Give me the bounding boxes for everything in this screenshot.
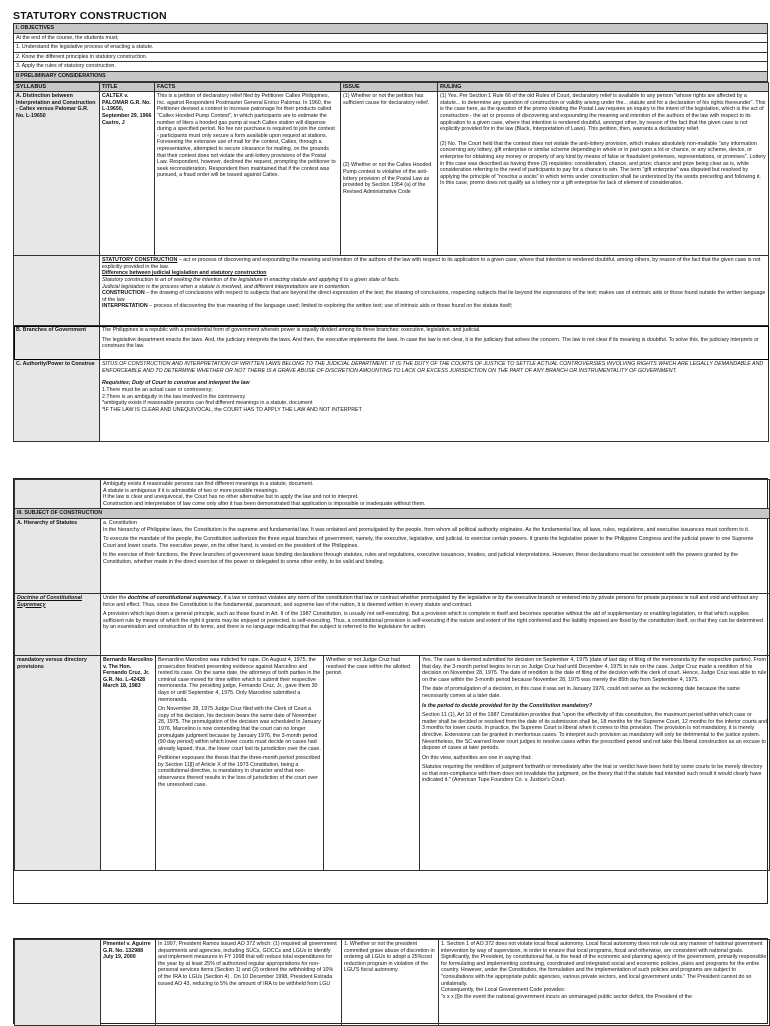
syllabus-cell: mandatory versus directory provisions <box>15 655 101 870</box>
paragraph: In the hierarchy of Philippine laws, the Constitution is the supreme and fundamental law. It was ordained and promulgated by the people, from whom all political authority originates. As the fundamental law, all laws, rules, regulations, and executive issuances must conform to it. <box>103 526 750 533</box>
definition-text: – the drawing of conclusions with respect to subjects that are beyond the direct expression of the text; the drawing of conclusions, respecting subjects that lie beyond the expressions of the text; makes use of extrinsic aids or those found outside the written language of the law <box>102 290 766 303</box>
case-issue: 1. Whether or not the president committed grave abuse of discretion in ordering all LGUs to adopt a 25%cost reduction program in violation of the LGU'S fiscal autonomy. <box>342 940 439 1026</box>
paragraph: A statute is ambiguous if it is admissible of two or more possible meanings. <box>103 487 279 494</box>
objective-item: 3. Apply the rules of statutory construction. <box>14 62 768 72</box>
paragraph: Bernardino Marcelino was indicted for rape. On August 4, 1975, the prosecution finished presenting evidence against Marcelino and rested its case. On the same date, the attorneys of both parties in the criminal case moved for time within which to submit their respective memoranda. The presiding judge, Fernando Cruz, Jr., gave them 30 days or until September 4, 1975. Only Marcelino submitted a memoranda. <box>158 656 321 703</box>
paragraph: On November 28, 1975 Judge Cruz filed with the Clerk of Court a copy of his decision, his decision bears the same date of November 28, 1975. The promulgation of the decision was scheduled in January 1976. Marcelino is now contending that the court can no longer promulgate judgment because by January 1976, the 3-month period (90 day period) within which lower courts must decide on cases had already lapsed, thus, the lower court lost its jurisdiction over the case. <box>158 706 321 752</box>
requisites-heading: Requisites; Duty of Court to construe and interpret the law <box>102 380 250 387</box>
case-ruling <box>439 940 770 1026</box>
emphasis: doctrine of constitutional supremacy <box>127 594 221 601</box>
syllabus-cell: A. Distinction between Interpretation and Construction - Caltex versus Palomar G.R. No. L-19650 <box>14 92 100 256</box>
paragraph: To execute the mandate of the people, the Constitution authorizes the three equal branches of government, namely, the executive, legislative, and judicial, to exercise certain powers. It grants the legislative power to the Philippine Congress and the judicial power to one Supreme Court and lower courts. The executive power, on the other hand, is vested on the president of the Philippines. <box>103 536 754 549</box>
list-item: *IF THE LAW IS CLEAR AND UNEQUIVOCAL, the COURT HAS TO APPLY THE LAW AND NOT INTERPRET <box>102 406 362 413</box>
paragraph: Construction and interpretation of law come only after it has been demonstrated that application is impossible or inadequate without them. <box>103 500 426 507</box>
table-row <box>15 593 770 655</box>
paragraph: In the exercise of their functions, the three branches of government issue binding declarations through statutes, rules and regulations, executive issuances, treaties, and judicial interpretations. However, these declarations must be consistent with the powers granted by the Constitution, whether made in the direct exercise of the power or delegated to some other entity, to be valid and binding. <box>103 552 739 565</box>
branches-text <box>100 326 769 360</box>
case-title: Bernardo Marcelino v. The Hon. Fernando Cruz, Jr. G.R. No. L-42428 March 18, 1983 <box>101 655 156 870</box>
syllabus-cell: A. Hierarchy of Statutes <box>15 518 101 593</box>
list-item: *ambiguity exists if reasonable persons can find different meanings in a statute, document <box>102 400 313 407</box>
ruling-text: (1) Yes. Per Section 1 Rule 66 of the old Rules of Court, declaratory relief is available to any person "whose rights are affected by a statute... to determine any question of construction or validity arising under the... statute and for a declaration of his rights thereunder". This is the case here, as the question of the promo violating the Postal Law requires an inquiry to the intent of the legislation, which is the act of construction - the art or process of discovering and expounding the meaning and intention of the authors of the law with respect to its application to a given case, where that intention is rendered doubtful, amongst other, by reason of the fact that the given case is not explicitly provided for in the law (Black, Interpretation of Laws). This petition, then, warrants a declaratory relief. <box>440 93 766 133</box>
table-row <box>15 655 770 870</box>
syllabus-cell: C. Authority/Power to Construe <box>14 360 100 442</box>
hierarchy-text <box>101 518 770 593</box>
supremacy-text: Under the doctrine of constitutional supremacy, if a law or contract violates any norm of the constitution that law or contract whether promulgated by the legislative or by the executive branch or entered into by private persons for private purposes is null and void and without any force and effect. Thus, since the Constitution is the fundamental, paramount, and supreme law of the nation, it is deemed written in every statute and contract. A provision which lays down a general principle, such as those found in Art. II of the 1987 Constitution, is usually not self-executing. But a provision which is complete in itself and becomes operative without the aid of supplementary or enabling legislation, or that which supplies sufficient rule by means of which the right it grants may be enjoyed or protected, is self-executing. Thus, a constitutional provision is self-executing if the nature and extent of the right conferred and the liability imposed are fixed by the constitution itself, so that they can be determined by an examination and construction of its terms, and there is no language indicating that the subject is referred to the legislature for action. <box>101 593 770 655</box>
column-header: ISSUE <box>341 82 438 92</box>
definition-label: STATUTORY CONSTRUCTION <box>102 257 178 264</box>
syllabus-cell: B. Branches of Government <box>14 326 100 360</box>
paragraph: The legislative department enacts the laws. And, the judiciary interprets the laws. And then, the executive implements the laws. In case the law is not clear, it is the judiciary that solves the concern. The law is not clear if its meaning is doubtful. To solve this, the judiciary interprets or construes the law. <box>102 336 759 350</box>
objectives-intro: At the end of the course, the students must; <box>14 33 768 43</box>
issue-text: (2) Whether or not the Caltex Hooded Pump contest is violative of the anti-lottery provision of the Postal Law as provided by Section 1954 (a) of the Revised Administrative Code <box>343 162 432 195</box>
paragraph: Section 11 (1), Art 10 of the 1987 Constitution provides that "upon the effectivity of this constitution, the maximum period within which case or matter shall be decided or resolved from the date of its submission shall be, 18 months for the Supreme Court, 12 months for the inferior courts and 3 months for lower courts. In practice, the Supreme Court is liberal when it comes to this provision. The provision is not mandatory, it is merely directive. Extensions can be granted in meritorious cases. To interpret such provision as mandatory will only be detrimental to the justice system. Nevertheless, the SC warned lower court judges to resolve cases within the prescribed period and not take this liberal construction as an excuse to dispose of cases at later periods. <box>422 712 768 752</box>
document-page-3 <box>13 938 768 1024</box>
paragraph: On this view, authorities are one in saying that: <box>422 754 532 761</box>
paragraph: The Philippines is a republic with a presidential form of government wherein power is equally divided among its three branches: executive, legislative, and judicial. <box>102 327 481 334</box>
statutory-construction-definition <box>100 256 769 326</box>
page3-table <box>14 939 770 1026</box>
definition-label: CONSTRUCTION <box>102 290 145 297</box>
table-row <box>14 360 769 442</box>
definition-text: – act or process of discovering and expounding the meaning and intention of the authors of the law with respect to its application to a given case, where that intention is rendered doubtful, among others, by reason of the fact that the given case is not explicitly provided in the law. <box>102 257 761 270</box>
column-header: RULING <box>438 82 769 92</box>
paragraph: Is the period to decide provided for by the Constitution mandatory? <box>422 702 593 709</box>
paragraph: Petitioner espouses the thesis that the three-month period prescribed by Section 11[l] of Article X of the 1973 Constitution, being a constitutional directive, is mandatory in character and that non-observance thereof results in the loss of jurisdiction of the court over the unresolved case. <box>158 755 321 788</box>
definition-text: – process of discovering the true meaning of the language used; limited to exploring the written text; use of intrinsic aids or those found on the statute itself; <box>147 303 513 310</box>
list-item: 1.There must be an actual case or controversy; <box>102 386 213 393</box>
paragraph: Ambiguity exists if reasonable persons can find different meanings in a statute, document. <box>103 481 314 487</box>
column-header: SYLLABUS <box>14 82 100 92</box>
table-row <box>14 326 769 360</box>
table-row <box>15 518 770 593</box>
document-page-1 <box>13 10 768 413</box>
page2-table <box>14 479 770 871</box>
case-facts <box>156 655 324 870</box>
list-item: 2.There is an ambiguity in the law involved in the controversy <box>102 393 246 400</box>
ruling-text: (2) No. The Court held that the contest does not violate the anti-lottery provision, which makes absolutely non-mailable "any information concerning any lottery, gift enterprise or similar scheme depending in whole or in part upon a lot or chance, or any scheme, device, or enterprise for obtaining any money or property of any kind by means of false or fraudulent pretenses, representations, or promises". Lottery in this case was described as having three (3) requisites: consideration, chance, and prize; chance and prize being clear as is, while consideration referring to the need of participants to pay for a chance to win. The term "gift enterprise" was disputed but resolved by applying the principle of "noscitur a sociis" in which terms under construction shall be understood by the words preceding and following it. In this case, promo does not qualify as a lottery nor a gift enterprise for lack of element of consideration. <box>440 140 766 187</box>
objectives-heading: I. OBJECTIVES <box>14 24 768 34</box>
table-row <box>14 92 769 256</box>
paragraph: Consequently, the Local Government Code provides: <box>441 987 566 994</box>
cases-table <box>13 82 769 443</box>
paragraph: A provision which lays down a general principle, such as those found in Art. II of the 1987 Constitution, is usually not self-executing. But a provision which is complete in itself and becomes operative without the aid of supplementary or enabling legislation, or that which supplies sufficient rule by means of which the right it grants may be enjoyed or protected, is self-executing. Thus, a constitutional provision is self-executing if the nature and extent of the right conferred and the liability imposed are fixed by the constitution itself, so that they can be determined by an examination and construction of its terms, and there is no language indicating that the subject is referred to the legislature for action. <box>103 611 763 631</box>
table-row <box>15 940 770 1026</box>
paragraph: 1. Section 1 of AO 372 does not violate local fiscal autonomy. Local fiscal autonomy does not rule out any manner of national government intervention by way of supervision, in order to ensure that local programs, fiscal and otherwise, are consistent with national goals. Significantly, the President, by constitutional fiat, is the head of the economic and planning agency of the government, primarily responsible for formulating and implementing continuing, coordinated and integrated social and economic policies, plans and programs for the entire country. However, under the Constitution, the formulation and the implementation of such policies and programs are subject to "consultations with the appropriate public agencies, various private sectors, and local government units." The President cannot do so unilaterally. <box>441 941 767 987</box>
objectives-table <box>13 23 768 82</box>
table-row <box>15 480 770 509</box>
column-headers <box>14 82 769 92</box>
difference-heading: Difference between judicial legislation and statutory construction <box>102 270 267 277</box>
objective-item: 2. Know the different principles in statutory construction. <box>14 52 768 62</box>
definition-label: INTERPRETATION <box>102 303 148 310</box>
case-issue <box>341 92 438 256</box>
definition-text: Statutory construction is art of seeking the intention of the legislature in enacting statute and applying it to a given state of facts. <box>102 276 400 283</box>
case-facts: In 1997, President Ramos issued AO 372 which: (1) required all government departments and agencies, including SUCs, GOCCs and LGUs to identify and implement measures in FY 1998 that will reduce total expenditures for the year by at least 25% of authorized regular appropriations for non-personal services items (Section 1) and (2) ordered the withholding of 10% of the IRA to LGUs (Section 4) . On 10 December 1998, President Estrada issued AO 43, reducing to 5% the amount of IRA to be withheld from LGU <box>156 940 342 1026</box>
case-issue: Whether or not Judge Cruz had resolved the case within the allotted period. <box>324 655 420 870</box>
syllabus-cell: Doctrine of Constitutional Supremacy <box>15 593 101 655</box>
ambiguity-notes <box>101 480 770 509</box>
subject-heading: III. SUBJECT OF CONSTRUCTION <box>15 509 770 519</box>
document-page-2 <box>13 478 768 904</box>
objective-item: 1. Understand the legislative process of enacting a statute. <box>14 43 768 53</box>
case-title: CALTEX v. PALOMAR G.R. No. L-19650, September 29, 1966 Castro, J <box>100 92 155 256</box>
authority-text <box>100 360 769 442</box>
paragraph: a. Constitution <box>103 519 137 526</box>
paragraph: Statutes requiring the rendition of judgment forthwith or immediately after the trial or verdict have been held by some courts to be merely directory so that non-compliance with them does not invalidate the judgment, on the theory that if the statute had intended such result it would clearly have indicated it." (American Tupe Founders Co. v. Justice's Court. <box>422 764 763 784</box>
paragraph: Yes. The case is deemed submitted for decision on September 4, 1975 (date of last day of filing of the memoranda by the respective parties). From that day, the 3-month period begins to run so Judge Cruz had until December 4, 1975 to rule on the case. Judge Cruz made a rendition of his decision on November 28, 1975. The date of rendition is the date of filing of the decision with the clerk of court. Hence, Judge Cruz was able to rule on the case within the 3-month period because November 28, 1975 was merely the 85th day from September 4, 1975. <box>422 656 767 683</box>
case-facts: This is a petition of declaratory relief filed by Petitioner Caltex Philippines, Inc. against Respondent Postmaster General Enrico Palomar. In 1960, the Petitioner devised a contest to increase patronage for their products called "Caltex Hooded Pump Contest", in which participants are to estimate the number of liters a hooded gas pump at each Caltex station will dispense during a specified period. No fee nor purchase is required to join the contest - participants must only secure a form available upon request at stations. Foreseeing the extensive use of mail for the contest, Caltex, through a representative, attempted to secure clearance for mailing, on the grounds that their contest does not violate the anti-lottery provisions of the Postal Law. Respondent, however, declined the request, prompting the petitioner to seek reconsideration. Respondent then maintained that if the contest was pursued, a fraud order will be issued against Caltex. <box>155 92 341 256</box>
paragraph: SITUS OF CONSTRUCTION AND INTERPRETATION OF WRITTEN LAWS BELONG TO THE JUDICIAL DEPARTMENT. IT IS THE DUTY OF THE COURTS OF JUSTICE TO SETTLE ACTUAL CONTROVERSIES INVOLVING RIGHTS WHICH ARE LEGALLY DEMANDABLE AND ENFORCEABLE AND TO DETERMINE WHETHER OR NOT THERE IS A GRAVE ABUSE OF DISCRETION AMOUNTING TO LACK OR EXCESS JURISDICTION ON THE PART OF ANY BRANCH OR INSTRUMENTALITY OF GOVERNMENT. <box>102 361 764 374</box>
column-header: FACTS <box>155 82 341 92</box>
case-ruling <box>420 655 770 870</box>
issue-text: (1) Whether or not the petition has sufficient cause for declaratory relief. <box>343 93 430 106</box>
definition-text: Judicial legislation is the process when a statute is involved, and different interpretations are in contention. <box>102 283 351 290</box>
paragraph: If the law is clear and unequivocal, the Court has no other alternative but to apply the law and not to interpret. <box>103 494 359 501</box>
table-row <box>14 256 769 326</box>
prelim-heading: II PRELIMINARY CONSIDERATIONS <box>14 71 768 81</box>
case-ruling <box>438 92 769 256</box>
document-title: STATUTORY CONSTRUCTION <box>13 10 167 22</box>
paragraph: The date of promulgation of a decision, in this case it was set in January 1976, could not serve as the reckoning date because the same necessarily comes at a later date. <box>422 686 741 699</box>
paragraph: "x x x [I]n the event the national government incurs an unmanaged public sector deficit, the President of the <box>441 993 692 1000</box>
case-title: Pimentel v. Aguirre G.R. No. 132988 July 19, 2000 <box>101 940 156 1026</box>
column-header: TITLE <box>100 82 155 92</box>
